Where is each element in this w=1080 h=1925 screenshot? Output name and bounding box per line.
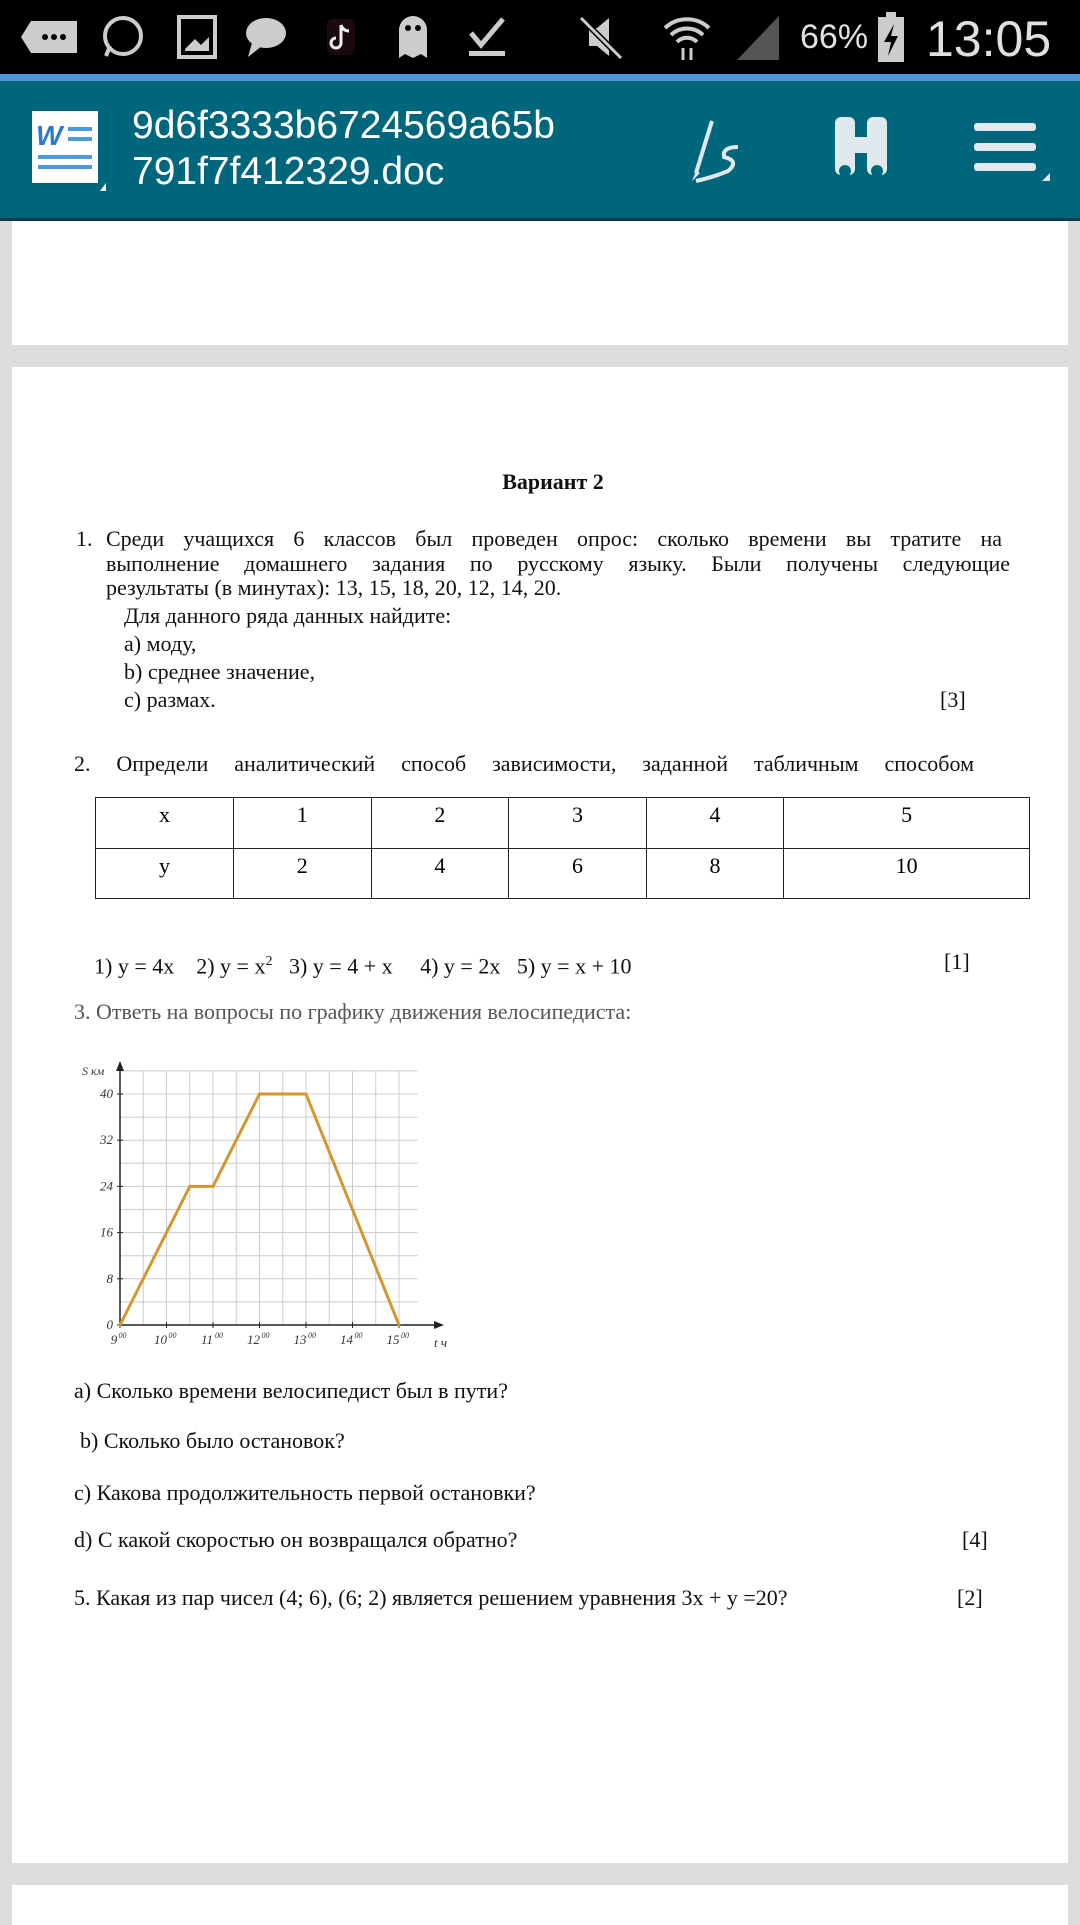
x-tick-superscript: 00 [261,1331,270,1340]
data-point [188,1185,191,1188]
battery-charging-icon [876,16,906,58]
table-row [96,798,1030,849]
q2-option: 5) y = x + 10 [516,953,632,979]
q2-option-exponent: 2 [265,954,273,969]
q1-item: b) среднее значение, [124,659,316,684]
x-tick-label: 12 [247,1332,260,1347]
svg-text:W: W [36,120,63,151]
ghost-icon [396,16,430,58]
document-title-variant: Вариант 2 [502,469,604,494]
data-point [305,1093,308,1096]
distance-time-chart [60,1040,480,1360]
chat-icon [244,16,288,58]
app-header [0,81,1080,221]
q2-option: 2) y = x [196,953,266,979]
table-cell: 2 [371,798,509,849]
y-tick-label: 32 [100,1132,113,1148]
data-point [258,1093,261,1096]
tiktok-icon [326,16,356,58]
q1-item: c) размах. [124,687,216,712]
data-point [212,1185,215,1188]
table-cell: 4 [646,798,784,849]
q3-question: d) С какой скоростью он возвращался обратно? [74,1527,518,1552]
y-tick-label: 24 [100,1178,113,1194]
clock: 13:05 [926,11,1052,67]
x-tick-superscript: 00 [168,1331,177,1340]
q2-option: 3) y = 4 + x [288,953,393,979]
q1-prompt: Для данного ряда данных найдите: [124,603,452,628]
whatsapp-icon [98,16,148,58]
q1-points: [3] [940,687,966,712]
accent-line [0,74,1080,81]
title-line-2: 791f7f412329.doc [132,150,445,193]
q2-options [94,949,631,979]
word-doc-icon[interactable] [30,111,106,191]
y-axis-arrow [116,1061,124,1071]
table-row [96,848,1030,899]
q3-question: c) Какова продолжительность первой остановки? [74,1480,536,1505]
y-tick-label: 16 [100,1224,113,1240]
table-cell: 5 [784,798,1030,849]
binoculars-search-icon[interactable] [825,111,905,191]
wifi-icon [660,16,714,58]
status-bar [0,0,1080,74]
x-tick-superscript: 00 [401,1331,409,1340]
page-previous [12,221,1068,345]
q2-text: 2. Определи аналитический способ зависимости, заданной табличным способом [74,751,974,776]
q1-line: Среди учащихся 6 классов был проведен опрос: сколько времени вы тратите на [106,526,1002,551]
x-axis-arrow [434,1321,444,1329]
q3-question: b) Сколько было остановок? [80,1428,345,1453]
table-cell: 3 [509,798,647,849]
q1-item: a) моду, [124,631,197,656]
x-tick-label: 15 [386,1332,400,1347]
gallery-icon [175,16,219,58]
q5-points: [2] [957,1585,983,1610]
download-done-icon [465,16,509,58]
y-axis-label: S км [82,1064,105,1078]
q2-option: 4) y = 2x [420,953,501,979]
y-tick-label: 0 [106,1317,113,1332]
x-tick-label: 9 [110,1332,118,1347]
x-tick-superscript: 00 [215,1331,223,1340]
q1-line: выполнение домашнего задания по русскому языку. Были получены следующие [106,551,1010,576]
x-tick-label: 11 [200,1332,214,1347]
x-tick-label: 10 [154,1332,167,1347]
x-tick-superscript: 00 [308,1331,316,1340]
x-tick-label: 14 [340,1332,353,1347]
x-tick-label: 13 [293,1332,307,1347]
q5-text: 5. Какая из пар чисел (4; 6), (6; 2) является решением уравнения 3x + y =20? [74,1585,788,1610]
battery-percent: 66% [800,18,869,56]
q1-line: результаты (в минутах): 13, 15, 18, 20, 12, 14, 20. [106,575,562,600]
menu-icon[interactable] [970,111,1050,191]
table-cell: 4 [371,848,509,899]
x-tick-superscript: 00 [354,1331,363,1340]
x-axis-label: t ч [434,1335,448,1350]
table-cell: 1 [234,798,372,849]
table-cell: 6 [509,848,647,899]
document-title [132,103,555,195]
mute-icon [574,16,630,58]
title-line-1: 9d6f3333b6724569a65b [132,104,555,147]
table-cell: 10 [784,848,1030,899]
q2-points: [1] [944,949,970,974]
q2-option: 1) y = 4x [94,953,175,979]
data-point [398,1324,401,1327]
x-tick-superscript: 00 [118,1331,127,1340]
table-cell: x [96,798,234,849]
table-cell: 8 [646,848,784,899]
q3-text: 3. Ответь на вопросы по графику движения велосипедиста: [74,999,632,1024]
q2-table [95,797,1030,899]
y-tick-label: 8 [106,1270,113,1286]
y-tick-label: 40 [100,1086,113,1101]
q3-points: [4] [962,1527,988,1552]
signal-icon [734,16,782,58]
table-cell: 2 [234,848,372,899]
data-point [119,1324,122,1327]
message-icon [20,16,80,58]
q1-number: 1. [76,526,93,551]
edit-pen-icon[interactable] [682,111,762,191]
page-next [12,1885,1068,1925]
q3-question: a) Сколько времени велосипедист был в пути? [74,1378,508,1403]
table-cell: y [96,848,234,899]
